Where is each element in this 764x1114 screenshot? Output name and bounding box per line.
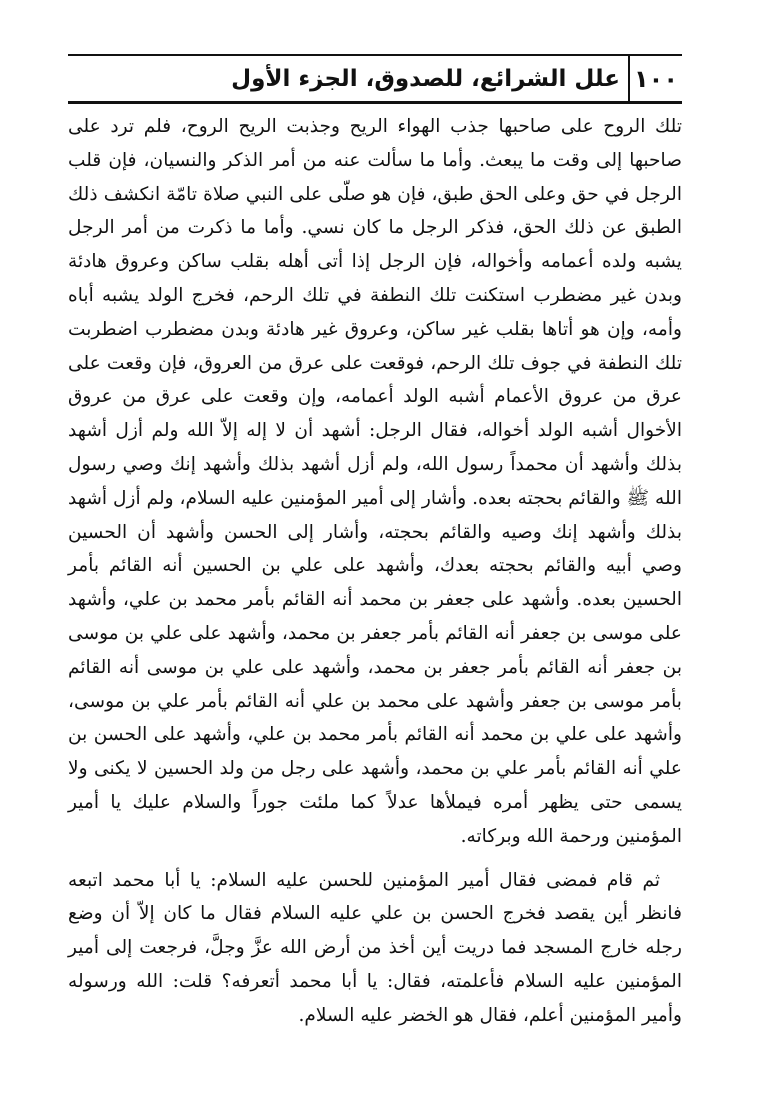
running-title: علل الشرائع، للصدوق، الجزء الأول — [231, 66, 620, 92]
header-bottom-rule — [68, 101, 682, 104]
body-text — [68, 110, 682, 1033]
paragraph: تلك الروح على صاحبها جذب الهواء الريح وجذبت الريح الروح، فلم ترد على صاحبها إلى وقت ما يبعث. وأما ما سألت عنه من أمر الذكر والنسيان، فإن قلب الرجل في حق وعلى الحق طبق، فإن هو صلّى على النبي صلاة تامّة انكشف ذلك الطبق عن ذلك الحق، فذكر الرجل ما كان نسي. وأما ما ذكرت من أمر الرجل يشبه ولده أعمامه وأخواله، فإن الرجل إذا أتى أهله بقلب ساكن وعروق هادئة وبدن غير مضطرب استكنت تلك النطفة في تلك الرحم، فخرج الولد يشبه أباه وأمه، وإن هو أتاها بقلب غير ساكن، وعروق غير هادئة وبدن مضطرب اضطربت تلك النطفة في جوف تلك الرحم، فوقعت على عرق من العروق، فإن وقعت على عرق من عروق الأعمام أشبه الولد أعمامه، وإن وقعت على عرق من عروق الأخوال أشبه الولد أخواله، فقال الرجل: أشهد أن لا إله إلاّ الله ولم أزل أشهد بذلك وأشهد أن محمداً رسول الله، ولم أزل أشهد بذلك وأشهد إنك وصي رسول الله ﷺ والقائم بحجته بعده. وأشار إلى أمير المؤمنين عليه السلام، ولم أزل أشهد بذلك وأشهد إنك وصيه والقائم بحجته، وأشار إلى الحسن وأشهد أن الحسين وصي أبيه والقائم بحجته بعدك، وأشهد على علي بن الحسين أنه القائم بأمر الحسين بعده. وأشهد على جعفر بن محمد أنه القائم بأمر محمد بن علي، وأشهد على موسى بن جعفر أنه القائم بأمر جعفر بن محمد، وأشهد على علي بن موسى بن جعفر أنه القائم بأمر جعفر بن محمد، وأشهد على علي بن موسى أنه القائم بأمر موسى بن جعفر وأشهد على محمد بن علي أنه القائم بأمر علي بن موسى، وأشهد على علي بن محمد أنه القائم بأمر محمد بن علي، وأشهد على الحسن بن علي أنه القائم بأمر علي بن محمد، وأشهد على رجل من ولد الحسين لا يكنى ولا يسمى حتى يظهر أمره فيملأها عدلاً كما ملئت جوراً والسلام عليك يا أمير المؤمنين ورحمة الله وبركاته. — [68, 116, 682, 847]
paragraph: ثم قام فمضى فقال أمير المؤمنين للحسن عليه السلام: يا أبا محمد اتبعه فانظر أين يقصد فخرج الحسن بن علي عليه السلام فقال ما كان إلاّ أن وضع رجله خارج المسجد فما دريت أين أخذ من أرض الله عزَّ وجلَّ، فرجعت إلى أمير المؤمنين عليه السلام فأعلمته، فقال: يا أبا محمد أتعرفه؟ قلت: الله ورسوله وأمير المؤمنين أعلم، فقال هو الخضر عليه السلام. — [68, 869, 682, 1026]
page-header — [68, 54, 682, 104]
page-number: ١٠٠ — [628, 54, 682, 104]
